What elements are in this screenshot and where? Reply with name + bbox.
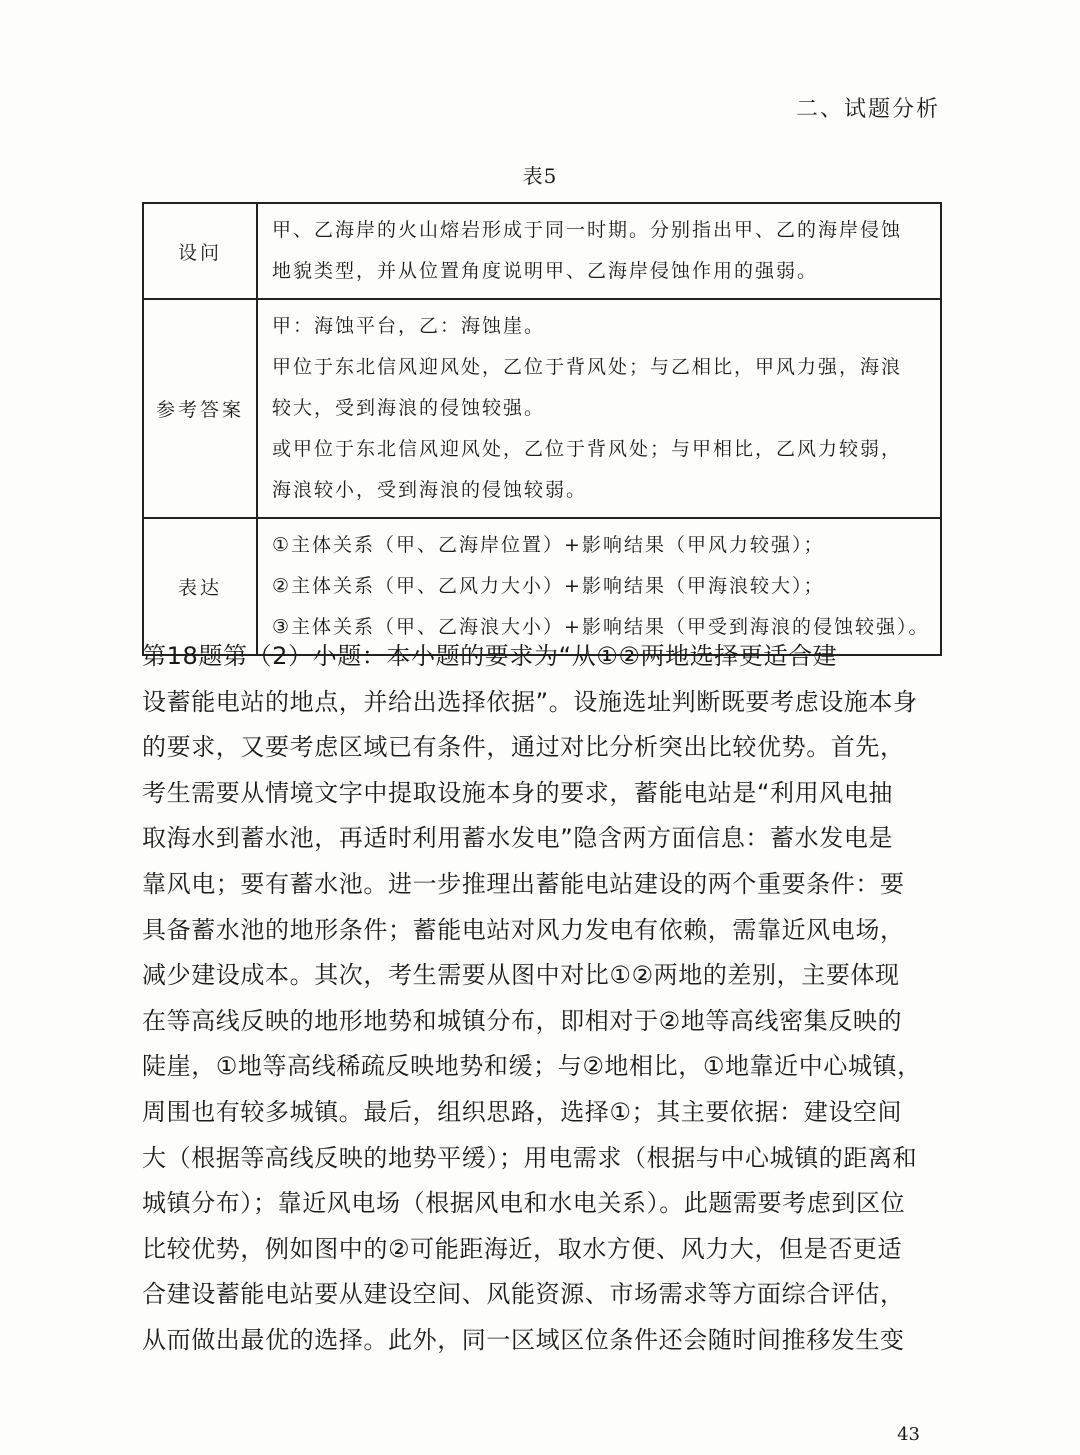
table-line: ③主体关系（甲、乙海浪大小）+影响结果（甲受到海浪的侵蚀较强）。 [272, 616, 930, 638]
paragraph-line: 从而做出最优的选择。此外，同一区域区位条件还会随时间推移发生变 [142, 1325, 905, 1354]
paragraph-line: 取海水到蓄水池，再适时利用蓄水发电”隐含两方面信息：蓄水发电是 [142, 824, 894, 853]
paragraph-line: 设蓄能电站的地点，并给出选择依据”。设施选址判断既要考虑设施本身 [142, 687, 918, 716]
table-row-answer [143, 299, 941, 518]
paragraph-line: 合建设蓄能电站要从建设空间、风能资源、市场需求等方面综合评估， [142, 1280, 905, 1309]
table-row-question [143, 203, 941, 299]
paragraph-line: 周围也有较多城镇。最后，组织思路，选择①；其主要依据：建设空间 [142, 1097, 903, 1126]
table-line: 甲位于东北信风迎风处，乙位于背风处；与乙相比，甲风力强，海浪 [272, 356, 903, 378]
row-body-answer [257, 299, 941, 518]
answer-table [142, 202, 942, 656]
analysis-paragraph [142, 634, 942, 1364]
paragraph-line: 靠风电；要有蓄水池。进一步推理出蓄能电站建设的两个重要条件：要 [142, 869, 905, 898]
paragraph-line: 减少建设成本。其次，考生需要从图中对比①②两地的差别，主要体现 [142, 961, 900, 990]
paragraph-line: 在等高线反映的地形地势和城镇分布，即相对于②地等高线密集反映的 [142, 1006, 903, 1035]
page-number: 43 [897, 1424, 920, 1445]
paragraph-line: 大（根据等高线反映的地势平缓）；用电需求（根据与中心城镇的距离和 [142, 1143, 918, 1172]
paragraph-line: 第18题第（2）小题：本小题的要求为“从①②两地选择更适合建 [142, 642, 838, 670]
table-line: 海浪较小，受到海浪的侵蚀较弱。 [272, 479, 588, 501]
table-line: 较大，受到海浪的侵蚀较强。 [272, 397, 546, 419]
row-head-answer: 参考答案 [143, 299, 257, 518]
table-line: ①主体关系（甲、乙海岸位置）+影响结果（甲风力较强）； [272, 534, 825, 556]
table-line: 或甲位于东北信风迎风处，乙位于背风处；与甲相比，乙风力较弱， [272, 438, 903, 460]
table-line: ②主体关系（甲、乙风力大小）+影响结果（甲海浪较大）； [272, 575, 825, 597]
table-line: 甲、乙海岸的火山熔岩形成于同一时期。分别指出甲、乙的海岸侵蚀 [272, 219, 903, 241]
paragraph-line: 比较优势，例如图中的②可能距海近，取水方便、风力大，但是否更适 [142, 1234, 903, 1263]
paragraph-line: 的要求，又要考虑区域已有条件，通过对比分析突出比较优势。首先， [142, 733, 905, 762]
paragraph-line: 具备蓄水池的地形条件；蓄能电站对风力发电有依赖，需靠近风电场， [142, 915, 905, 944]
table-line: 甲：海蚀平台，乙：海蚀崖。 [272, 315, 546, 337]
row-head-expression: 表达 [143, 518, 257, 655]
section-header: 二、试题分析 [795, 97, 940, 122]
paragraph-line: 考生需要从情境文字中提取设施本身的要求，蓄能电站是“利用风电抽 [142, 778, 894, 807]
paragraph-line: 城镇分布）；靠近风电场（根据风电和水电关系）。此题需要考虑到区位 [142, 1189, 906, 1218]
row-body-question [257, 203, 941, 299]
table-caption: 表5 [522, 164, 558, 188]
table-line: 地貌类型，并从位置角度说明甲、乙海岸侵蚀作用的强弱。 [272, 260, 819, 282]
paragraph-line: 陡崖，①地等高线稀疏反映地势和缓；与②地相比，①地靠近中心城镇， [142, 1052, 922, 1081]
row-head-question: 设问 [143, 203, 257, 299]
